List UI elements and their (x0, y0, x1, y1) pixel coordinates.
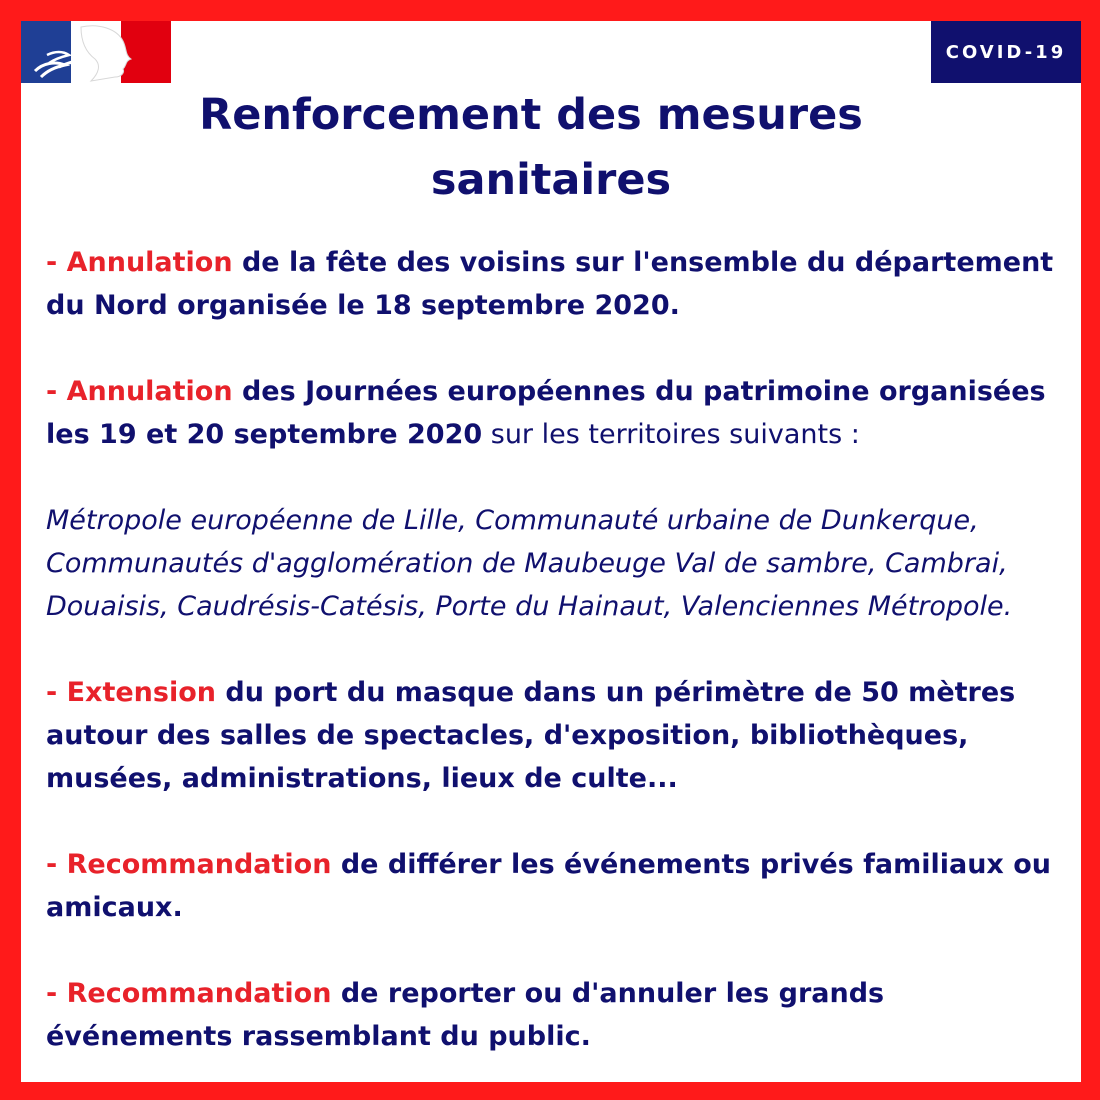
measure-suffix: sur les territoires suivants : (482, 419, 860, 450)
measure-item-3 (46, 671, 1076, 800)
measure-item-4 (46, 843, 1076, 929)
title-line-1: Renforcement des mesures (199, 90, 863, 140)
measure-keyword: - Recommandation (46, 849, 332, 880)
measure-keyword: - Annulation (46, 376, 233, 407)
measures-list (46, 241, 1076, 1058)
measure-item-5 (46, 972, 1076, 1058)
marianne-logo-icon (21, 21, 171, 83)
title-line-2: sanitaires (430, 155, 672, 205)
measure-item-2 (46, 370, 1076, 456)
measure-text: de reporter ou d'annuler les grands événements rassemblant du public. (46, 978, 885, 1052)
measure-text: du port du masque dans un périmètre de 50 mètres autour des salles de spectacles, d'exposition, bibliothèques, musées, administrations, lieux de culte... (46, 677, 1016, 794)
measure-keyword: - Recommandation (46, 978, 332, 1009)
covid-badge: COVID-19 (931, 21, 1081, 83)
territories-list: Métropole européenne de Lille, Communauté urbaine de Dunkerque, Communautés d'agglomération de Maubeuge Val de sambre, Cambrai, Douaisis, Caudrésis-Catésis, Porte du Hainaut, Valenciennes Métropole. (46, 505, 1013, 622)
measure-keyword: - Extension (46, 677, 217, 708)
notice-card (21, 21, 1081, 1082)
measure-item-1 (46, 241, 1076, 327)
measure-text: de la fête des voisins sur l'ensemble du département du Nord organisée le 18 septembre 2020. (46, 247, 1054, 321)
page-title (21, 83, 1081, 213)
measure-text: de différer les événements privés familiaux ou amicaux. (46, 849, 1052, 923)
measure-keyword: - Annulation (46, 247, 233, 278)
measure-text: des Journées européennes du patrimoine organisées les 19 et 20 septembre 2020 (46, 376, 1046, 450)
